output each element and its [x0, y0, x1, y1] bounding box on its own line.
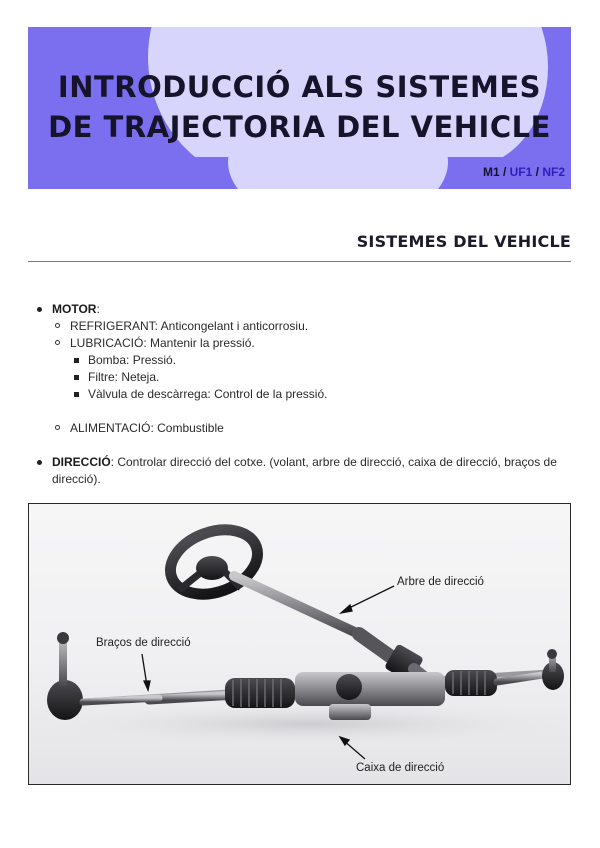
bullet-square-icon: [74, 375, 79, 380]
alimentacio-text: ALIMENTACIÓ: Combustible: [70, 421, 224, 435]
bullet-dot-icon: [37, 307, 42, 312]
steering-system-image: [28, 503, 571, 785]
module-code-uf: UF1: [509, 165, 533, 179]
title-banner: [28, 27, 571, 189]
refrigerant-text: REFRIGERANT: Anticongelant i anticorrosiu.: [70, 319, 309, 333]
list-item-valvula: [36, 386, 576, 403]
bullet-square-icon: [74, 392, 79, 397]
module-code-prefix: M1 /: [482, 165, 510, 179]
label-bracos-direccio: Braços de direcció: [96, 637, 191, 649]
content-list: [36, 301, 576, 488]
list-item-direccio: [36, 454, 572, 488]
page-title: [28, 67, 571, 147]
list-item-lubricacio: [36, 335, 576, 352]
label-caixa-direccio: Caixa de direcció: [356, 762, 445, 774]
motor-suffix: :: [96, 302, 100, 316]
tie-rod-right: [542, 649, 564, 690]
floor-shadow: [39, 702, 570, 746]
bullet-square-icon: [74, 358, 79, 363]
lubricacio-text: LUBRICACIÓ: Mantenir la pressió.: [70, 336, 255, 350]
list-item-motor: [36, 301, 576, 318]
direccio-label: DIRECCIÓ: [52, 455, 111, 469]
steering-wheel: [161, 518, 266, 605]
module-code: [483, 165, 565, 179]
bullet-circle-icon: [55, 323, 60, 328]
list-item-filtre: [36, 369, 576, 386]
bullet-dot-icon: [37, 460, 42, 465]
bullet-circle-icon: [55, 340, 60, 345]
page-title-line-2: DE TRAJECTORIA DEL VEHICLE: [48, 110, 551, 144]
list-item-bomba: [36, 352, 576, 369]
motor-label: MOTOR: [52, 302, 97, 316]
page-title-line-1: INTRODUCCIÓ ALS SISTEMES: [57, 70, 542, 104]
bomba-text: Bomba: Pressió.: [88, 353, 177, 367]
direccio-text: : Controlar direcció del cotxe. (volant, arbre de direcció, caixa de direcció, braços de direcció).: [52, 455, 557, 486]
list-item-refrigerant: [36, 318, 576, 335]
bullet-circle-icon: [55, 425, 60, 430]
filtre-text: Filtre: Neteja.: [88, 370, 160, 384]
module-code-sep: /: [532, 165, 543, 179]
list-item-alimentacio: [36, 420, 576, 437]
section-divider: [28, 261, 571, 262]
valvula-text: Vàlvula de descàrrega: Control de la pressió.: [88, 387, 328, 401]
label-arbre-direccio: Arbre de direcció: [397, 576, 484, 588]
section-title: SISTEMES DEL VEHICLE: [356, 232, 571, 251]
module-code-nf: NF2: [542, 165, 565, 179]
